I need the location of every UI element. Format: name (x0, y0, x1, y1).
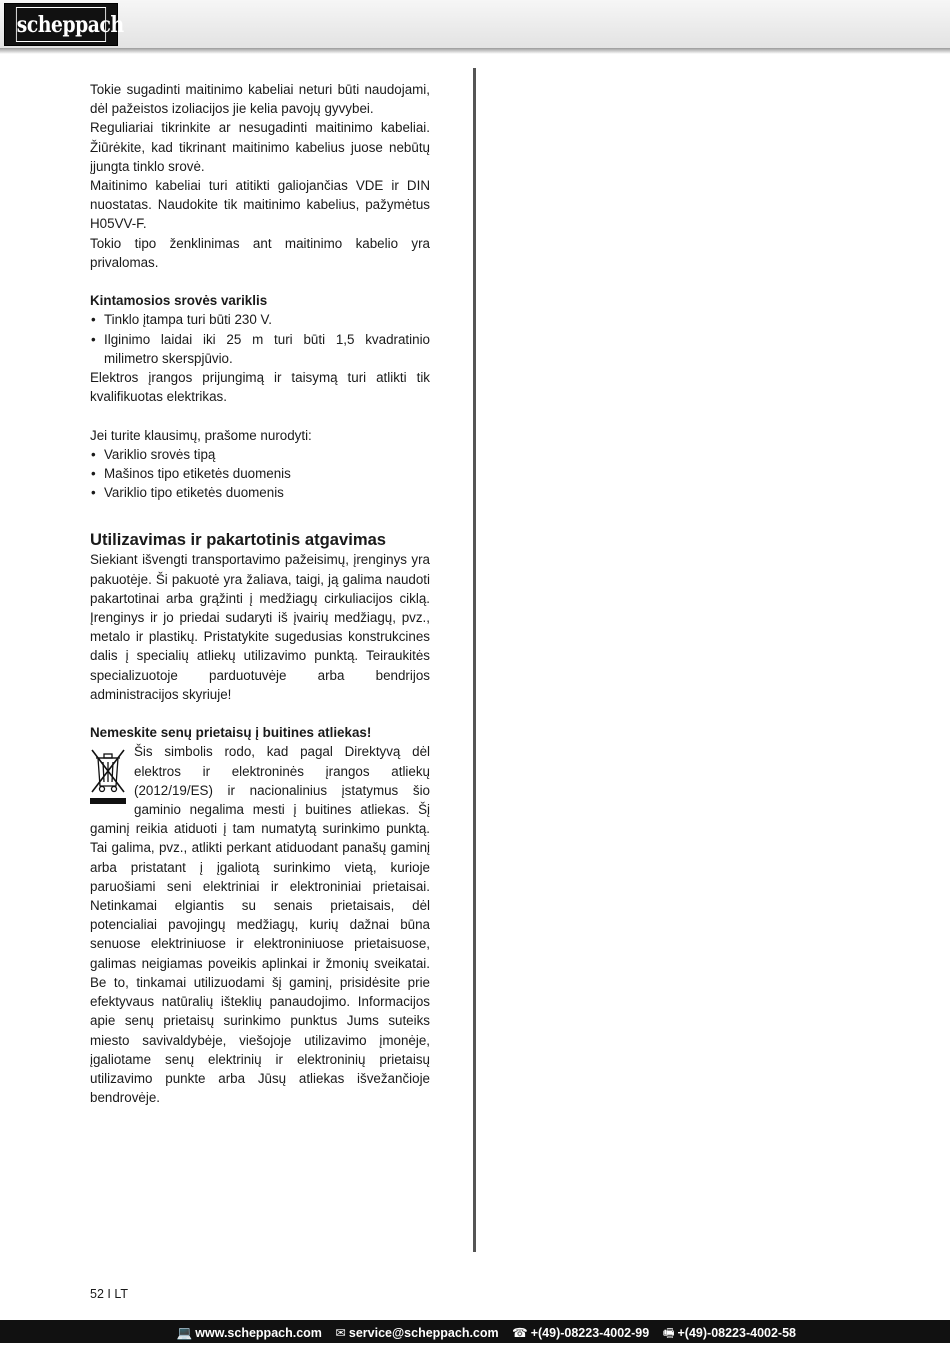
electrician-note: Elektros įrangos prijungimą ir taisymą turi atlikti tik kvalifikuotas elektrikas. (90, 370, 430, 405)
disposal-text: Siekiant išvengti transportavimo pažeisimų, įrenginys yra pakuotėje. Ši pakuotė yra žaliava, taigi, ją galima naudoti pakartotinai arba grąžinti į medžiagų cirkuliacijos ciklą. Įrenginys ir jo priedai sudaryti iš įvairių medžiagų, pvz., metalo ir plastikų. Pristatykite sugedusias konstrukcines dalis į specialių atliekų utilizavimo punktą. Teiraukitės specializuotoje parduotuvėje arba bendrijos administracijos skyriuje! (90, 552, 430, 702)
footer-website[interactable]: 💻 www.scheppach.com (176, 1326, 322, 1340)
logo-text: scheppach (16, 7, 106, 42)
disposal-heading: Utilizavimas ir pakartotinis atgavimas (90, 530, 387, 550)
header-rule (0, 48, 950, 54)
mail-icon: ✉ (335, 1326, 346, 1340)
questions-intro: Jei turite klausimų, prašome nurodyti: (90, 427, 312, 443)
page-number: 52 I LT (90, 1287, 128, 1301)
intro-paragraph: Tokie sugadinti maitinimo kabeliai neturi būti naudojami, dėl pažeistos izoliacijos jie kelia pavojų gyvybei. (90, 82, 430, 117)
page-footer (0, 1320, 950, 1343)
list-item: • Variklio srovės tipą (90, 445, 430, 464)
phone-icon: ☎ (512, 1326, 528, 1340)
column-divider (473, 68, 476, 1252)
weee-heading: Nemeskite senų prietaisų į buitines atliekas! (90, 725, 372, 741)
page-header (0, 0, 950, 50)
weee-text: Šis simbolis rodo, kad pagal Direktyvą dėl elektros ir elektroninės įrangos atliekų (2012/19/ES) ir nacionalinius įstatymus šio gaminio negalima mesti į buitines atliekas. Šį gaminį reikia atiduoti į tam numatytą surinkimo punktą. Tai galima, pvz., atlikti perkant atiduodant panašų gaminį arba pristatant į įgaliotą surinkimo vietą, kurioje paruošiami seni elektriniai ir elektroniniai prietaisai. Netinkamai elgiantis su senais prietaisais, dėl potencialiai pavojingų medžiagų, kurių dažnai būna senuose elektriniuose ir elektroniniuose prietaisuose, galimas neigiamas poveikis aplinkai ir žmonių sveikatai. Be to, tinkamai utilizuodami šį gaminį, prisidėsite prie efektyvaus natūralių išteklių panaudojimo. Informacijos apie senų prietaisų surinkimo punktus Jums suteiks miesto savivaldybėje, viešojoje utilizavimo įmonėje, įgaliotame senų elektrinių ir elektroninių prietaisų utilizavimo punkte arba Jūsų atliekas išvežančioje bendrovėje. (90, 744, 430, 1106)
intro-paragraph: Reguliariai tikrinkite ar nesugadinti maitinimo kabeliai. Žiūrėkite, kad tikrinant maitinimo kabelius juose nebūtų įjungta tinklo srovė. (90, 120, 430, 174)
footer-phone: ☎ +(49)-08223-4002-99 (512, 1326, 650, 1340)
footer-email[interactable]: ✉ service@scheppach.com (335, 1326, 499, 1340)
list-item: • Mašinos tipo etiketės duomenis (90, 464, 430, 483)
crossed-out-wheelie-bin-icon (90, 746, 126, 804)
weee-section (90, 742, 430, 1107)
list-item: • Tinklo įtampa turi būti 230 V. (90, 310, 430, 329)
scheppach-logo (4, 3, 124, 46)
fax-icon: 🖷 (662, 1326, 675, 1340)
computer-icon: 💻 (176, 1326, 193, 1340)
list-item: • Ilginimo laidai iki 25 m turi būti 1,5 kvadratinio milimetro skerspjūvio. (90, 330, 430, 368)
ac-motor-heading: Kintamosios srovės variklis (90, 293, 268, 309)
footer-fax: 🖷 +(49)-08223-4002-58 (663, 1324, 796, 1345)
weee-bar (90, 798, 126, 804)
intro-paragraph: Tokio tipo ženklinimas ant maitinimo kabelio yra privalomas. (90, 235, 430, 270)
list-item: • Variklio tipo etiketės duomenis (90, 483, 430, 502)
questions-list (90, 445, 430, 503)
left-text-column (90, 80, 430, 1107)
ac-motor-list (90, 310, 430, 368)
intro-paragraph: Maitinimo kabeliai turi atitikti galiojančias VDE ir DIN nuostatas. Naudokite tik maitinimo kabelius, pažymėtus H05VV-F. (90, 178, 430, 232)
